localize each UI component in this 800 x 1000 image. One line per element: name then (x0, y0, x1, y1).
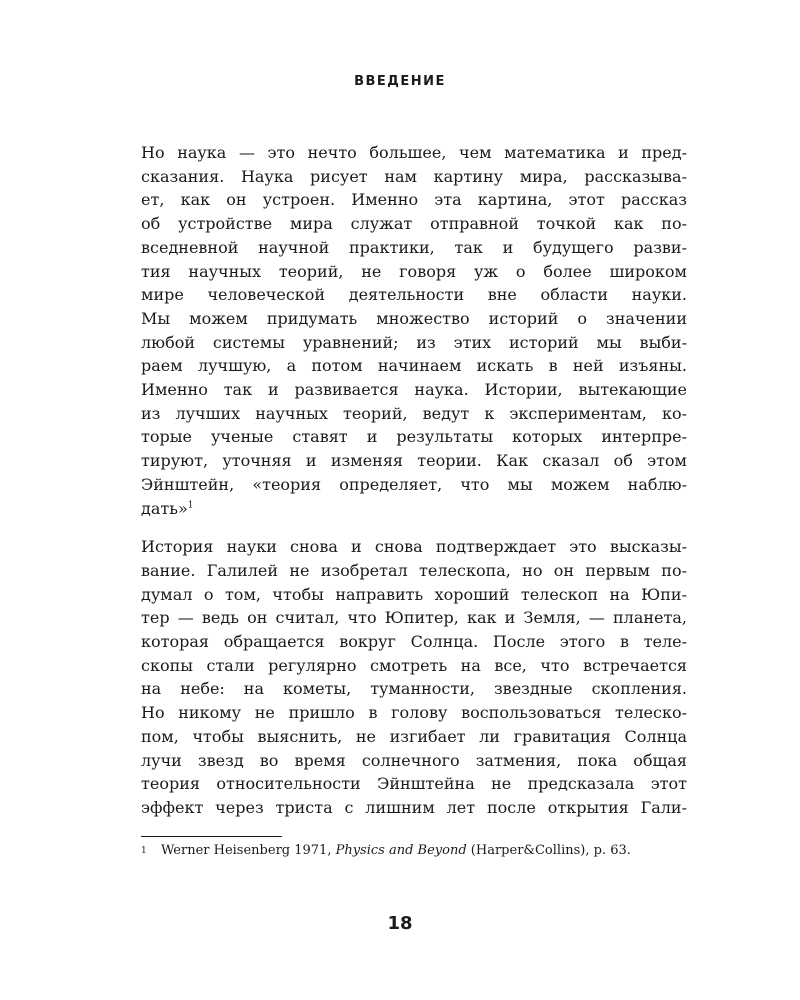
paragraph-line: сказания. Наука рисует нам картину мира, рассказыва- (141, 166, 687, 186)
paragraph-line: Но наука — это нечто большее, чем математика и пред- (141, 143, 687, 162)
paragraph-line: Мы можем придумать множество историй о значении (141, 308, 687, 328)
paragraph-line: вание. Галилей не изобретал телескопа, но он первым по- (141, 560, 687, 580)
running-header: ВВЕДЕНИЕ (354, 74, 446, 89)
paragraph-line: скопы стали регулярно смотреть на все, что встречается (141, 655, 687, 675)
paragraph-line: Но никому не пришло в голову воспользоваться телеско- (141, 703, 687, 723)
paragraph-line: ет, как он устроен. Именно эта картина, этот рассказ (141, 190, 687, 210)
footnote (141, 842, 687, 860)
paragraph-line: из лучших научных теорий, ведут к экспериментам, ко- (141, 403, 687, 423)
footnote-suffix: (Harper&Collins), p. 63. (466, 843, 631, 858)
page-body (141, 141, 687, 820)
footnote-divider (141, 836, 282, 837)
paragraph-last-line (141, 497, 687, 521)
footnote-prefix: Werner Heisenberg 1971, (161, 843, 336, 858)
paragraph-1 (141, 141, 687, 520)
paragraph-line: лучи звезд во время солнечного затмения, пока общая (141, 750, 687, 770)
page-number: 18 (387, 913, 413, 934)
paragraph-line: пом, чтобы выяснить, не изгибает ли гравитация Солнца (141, 726, 687, 746)
paragraph-line: на небе: на кометы, туманности, звездные скопления. (141, 679, 687, 699)
paragraph-line: тируют, уточняя и изменяя теории. Как сказал об этом (141, 451, 687, 471)
paragraph-line: думал о том, чтобы направить хороший телескоп на Юпи- (141, 584, 687, 604)
paragraph-line: мире человеческой деятельности вне области науки. (141, 285, 687, 305)
paragraph-line: которая обращается вокруг Солнца. После этого в теле- (141, 632, 687, 652)
paragraph-2 (141, 535, 687, 819)
paragraph-line: История науки снова и снова подтверждает это высказы- (141, 537, 687, 557)
footnote-number: 1 (141, 846, 147, 856)
paragraph-line: торые ученые ставят и результаты которых интерпре- (141, 427, 687, 447)
paragraph-line: вседневной научной практики, так и будущего разви- (141, 237, 687, 257)
footnote-book-title: Physics and Beyond (335, 843, 467, 858)
paragraph-line: эффект через триста с лишним лет после открытия Гали- (141, 797, 687, 817)
paragraph-line: тия научных теорий, не говоря уж о более широком (141, 261, 687, 281)
paragraph-line: об устройстве мира служат отправной точкой как по- (141, 214, 687, 234)
paragraph-line: раем лучшую, а потом начинаем искать в ней изъяны. (141, 356, 687, 376)
paragraph-line: Эйнштейн, «теория определяет, что мы можем наблю- (141, 474, 687, 494)
paragraph-line: Именно так и развивается наука. Истории, вытекающие (141, 380, 687, 400)
paragraph-line: теория относительности Эйнштейна не предсказала этот (141, 774, 687, 794)
footnote-reference[interactable]: 1 (187, 500, 194, 511)
paragraph-line-text: дать» (141, 498, 188, 518)
paragraph-line: любой системы уравнений; из этих историй мы выби- (141, 332, 687, 352)
paragraph-line: тер — ведь он считал, что Юпитер, как и Земля, — планета, (141, 608, 687, 628)
